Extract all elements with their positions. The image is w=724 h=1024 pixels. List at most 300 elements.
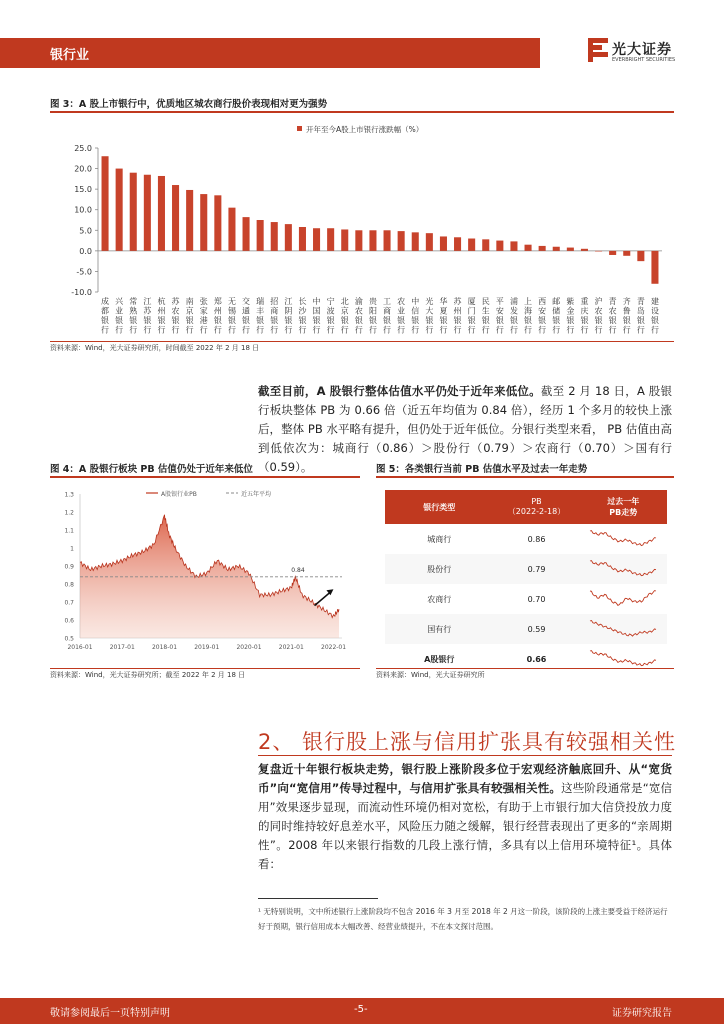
x-tick-char: 银 bbox=[354, 316, 363, 325]
x-tick-char: 银 bbox=[115, 316, 124, 325]
x-tick-char: 行 bbox=[580, 325, 589, 335]
x-tick-char: 行 bbox=[524, 325, 533, 335]
fig3-source: 资料来源：Wind，光大证券研究所，时间截至 2022 年 2 月 18 日 bbox=[50, 344, 260, 352]
x-tick-char: 金 bbox=[566, 306, 575, 316]
y-tick-label: 0.7 bbox=[64, 599, 74, 607]
x-tick-char: 招 bbox=[270, 297, 279, 306]
cell-pb: 0.59 bbox=[527, 624, 546, 634]
x-tick-char: 交 bbox=[242, 297, 251, 306]
x-tick-char: 行 bbox=[425, 325, 434, 335]
x-tick-char: 行 bbox=[256, 325, 265, 335]
x-tick-label bbox=[637, 296, 645, 335]
x-tick-char: 银 bbox=[368, 316, 377, 325]
bar bbox=[553, 247, 560, 251]
x-tick-char: 行 bbox=[101, 325, 110, 335]
x-tick-char: 民 bbox=[481, 297, 490, 306]
x-tick-label bbox=[129, 296, 138, 335]
footer-disclaimer: 敬请参阅最后一页特别声明 bbox=[50, 1008, 170, 1019]
x-tick-char: 渝 bbox=[354, 297, 363, 306]
x-tick-char: 发 bbox=[509, 306, 518, 316]
bar bbox=[200, 194, 207, 251]
bar bbox=[341, 229, 348, 250]
x-tick-char: 行 bbox=[284, 325, 293, 335]
col-header-pb-line2: （2022-2-18） bbox=[507, 507, 566, 516]
x-tick-char: 银 bbox=[636, 316, 645, 325]
x-tick-char: 安 bbox=[538, 306, 547, 316]
fig3-bar-chart bbox=[50, 114, 674, 340]
x-tick-char: 行 bbox=[312, 325, 321, 335]
col-header-trend-line1: 过去一年 bbox=[607, 497, 640, 506]
fig5-title: 图 5：各类银行当前 PB 估值水平及过去一年走势 bbox=[376, 464, 588, 475]
x-tick-char: 大 bbox=[425, 306, 434, 316]
x-tick-char: 农 bbox=[397, 297, 406, 306]
x-tick-label bbox=[454, 296, 463, 335]
x-tick-label bbox=[609, 296, 617, 335]
everbright-logo-icon bbox=[588, 38, 608, 62]
y-tick-label: 1.3 bbox=[64, 491, 74, 499]
sparkline-path bbox=[590, 591, 656, 606]
x-tick-char: 州 bbox=[453, 306, 462, 316]
footer-report-type: 证券研究报告 bbox=[612, 1008, 672, 1019]
x-tick-label bbox=[228, 297, 236, 335]
fig3-top-rule bbox=[50, 111, 674, 113]
paragraph-credit-body: 这些阶段通常是“宽信用”效果逐步显现，而流动性环境仍相对宽松，有助于上市银行加大信贷投放力度的同时维持较好息差水平，风险压力随之缓解，银行经营表现出了更多的“亲周期性”。2008 年以来银行指数的几段上涨行情，多具有以上信用环境特征¹。具体看： bbox=[258, 781, 672, 871]
x-tick-label bbox=[383, 297, 391, 335]
bar bbox=[609, 251, 616, 255]
x-tick-char: 行 bbox=[298, 325, 307, 335]
logo-text: 光大证券 bbox=[612, 42, 672, 58]
y-tick-label: 1 bbox=[70, 545, 74, 553]
x-tick-char: 宁 bbox=[326, 297, 335, 306]
x-tick-char: 银 bbox=[383, 316, 392, 325]
legend-label: 开年至今A股上市银行涨跌幅（%） bbox=[306, 125, 424, 134]
x-tick-label bbox=[200, 297, 208, 335]
x-tick-char: 行 bbox=[636, 325, 645, 335]
x-tick-char: 行 bbox=[622, 325, 631, 335]
x-tick-char: 商 bbox=[270, 306, 279, 316]
x-tick-char: 信 bbox=[411, 306, 420, 316]
y-tick-label: 1.2 bbox=[64, 509, 74, 517]
x-tick-label: 2018-01 bbox=[151, 644, 178, 651]
cell-trend bbox=[580, 584, 667, 614]
x-tick-label: 2020-01 bbox=[236, 644, 262, 651]
x-tick-char: 庆 bbox=[580, 306, 589, 316]
x-tick-char: 郑 bbox=[213, 297, 222, 306]
sparkline bbox=[588, 559, 658, 577]
x-tick-char: 银 bbox=[227, 316, 236, 325]
y-tick-label: 0.8 bbox=[64, 581, 74, 589]
x-tick-label bbox=[143, 297, 152, 335]
x-tick-char: 工 bbox=[383, 297, 392, 306]
x-tick-char: 江 bbox=[143, 297, 152, 306]
cell-trend bbox=[580, 644, 667, 674]
x-tick-char: 齐 bbox=[622, 297, 631, 306]
cell-type: 农商行 bbox=[427, 594, 452, 604]
bar bbox=[567, 248, 574, 251]
x-tick-char: 州 bbox=[157, 306, 166, 316]
x-tick-char: 苏 bbox=[453, 297, 462, 306]
x-tick-char: 光 bbox=[425, 297, 434, 306]
x-tick-label bbox=[115, 297, 124, 335]
x-tick-char: 银 bbox=[157, 316, 166, 325]
bar bbox=[172, 185, 179, 251]
x-tick-label bbox=[214, 296, 222, 335]
x-tick-label bbox=[157, 296, 165, 335]
x-tick-char: 锡 bbox=[227, 306, 236, 316]
x-tick-char: 银 bbox=[242, 316, 251, 325]
sparkline bbox=[588, 589, 658, 607]
x-tick-char: 设 bbox=[650, 306, 659, 316]
paragraph-credit bbox=[258, 760, 672, 874]
x-tick-char: 银 bbox=[185, 316, 194, 325]
x-tick-char: 银 bbox=[453, 316, 462, 325]
fig4-bottom-rule bbox=[50, 668, 360, 669]
cell-type: 股份行 bbox=[427, 564, 452, 574]
x-tick-char: 银 bbox=[524, 316, 533, 325]
bar bbox=[623, 251, 630, 256]
footnote-rule bbox=[258, 898, 378, 899]
bar bbox=[496, 241, 503, 251]
fig4-top-rule bbox=[50, 476, 360, 478]
x-tick-char: 无 bbox=[227, 297, 236, 306]
x-tick-label bbox=[411, 296, 419, 335]
bar bbox=[144, 175, 151, 251]
x-tick-char: 行 bbox=[552, 325, 561, 335]
x-tick-char: 厦 bbox=[467, 297, 476, 306]
x-tick-char: 行 bbox=[481, 325, 490, 335]
x-tick-label: 2019-01 bbox=[194, 644, 220, 651]
cell-pb: 0.86 bbox=[527, 534, 546, 544]
fig4-source: 资料来源：Wind，光大证券研究所；截至 2022 年 2 月 18 日 bbox=[50, 671, 246, 679]
x-tick-char: 长 bbox=[298, 297, 307, 306]
x-tick-char: 农 bbox=[594, 306, 603, 316]
bar bbox=[243, 217, 250, 251]
x-tick-char: 行 bbox=[650, 325, 659, 335]
x-tick-label bbox=[172, 296, 181, 335]
x-tick-char: 邮 bbox=[552, 297, 561, 306]
x-tick-char: 青 bbox=[608, 297, 617, 306]
x-tick-char: 行 bbox=[495, 325, 504, 335]
x-tick-label bbox=[270, 296, 278, 335]
x-tick-char: 门 bbox=[467, 306, 476, 316]
y-tick-label: 0.6 bbox=[64, 617, 74, 625]
legend-mean-label: 近五年平均 bbox=[241, 491, 272, 498]
bar bbox=[468, 239, 475, 251]
section-heading-rule bbox=[258, 755, 672, 756]
x-tick-char: 中 bbox=[312, 297, 321, 306]
pb-area bbox=[80, 515, 339, 638]
y-tick-label: 0.0 bbox=[79, 246, 92, 256]
sparkline bbox=[588, 649, 658, 667]
x-tick-char: 家 bbox=[199, 306, 208, 316]
cell-pb: 0.79 bbox=[527, 564, 546, 574]
x-tick-char: 通 bbox=[242, 306, 251, 316]
cell-type: 国有行 bbox=[427, 624, 452, 634]
x-tick-char: 行 bbox=[115, 325, 124, 335]
y-tick-label: 0.9 bbox=[64, 563, 74, 571]
x-tick-label: 2017-01 bbox=[109, 644, 135, 651]
bar bbox=[313, 228, 320, 251]
x-tick-label bbox=[482, 297, 490, 335]
fig5-source: 资料来源：Wind，光大证券研究所 bbox=[376, 671, 485, 679]
x-tick-char: 银 bbox=[594, 316, 603, 325]
x-tick-char: 鲁 bbox=[622, 306, 631, 316]
x-tick-char: 行 bbox=[340, 325, 349, 335]
table-row bbox=[385, 614, 667, 644]
sparkline-path bbox=[590, 561, 656, 576]
x-tick-char: 业 bbox=[115, 306, 124, 316]
x-tick-char: 苏 bbox=[171, 297, 180, 306]
x-tick-char: 行 bbox=[185, 325, 194, 335]
x-tick-char: 行 bbox=[368, 325, 377, 335]
x-tick-char: 银 bbox=[143, 316, 152, 325]
bar bbox=[158, 176, 165, 251]
x-tick-char: 北 bbox=[340, 297, 349, 306]
x-tick-char: 成 bbox=[101, 297, 110, 306]
x-tick-char: 贵 bbox=[368, 297, 377, 306]
x-tick-char: 熟 bbox=[129, 306, 138, 316]
sparkline-path bbox=[590, 531, 656, 546]
x-tick-char: 银 bbox=[340, 316, 349, 325]
x-tick-char: 银 bbox=[284, 316, 293, 325]
x-tick-label bbox=[186, 296, 194, 335]
footer-bar bbox=[0, 998, 724, 1024]
x-tick-char: 行 bbox=[608, 325, 617, 335]
x-tick-char: 杭 bbox=[157, 297, 166, 306]
fig3-title: 图 3：A 股上市银行中，优质地区城农商行股价表现相对更为强势 bbox=[50, 99, 328, 110]
x-tick-label bbox=[538, 297, 546, 335]
x-tick-char: 行 bbox=[509, 325, 518, 335]
x-tick-char: 银 bbox=[509, 316, 518, 325]
x-tick-label bbox=[595, 296, 603, 335]
x-tick-char: 阳 bbox=[368, 306, 377, 316]
table-row bbox=[385, 584, 667, 614]
trend-arrow bbox=[315, 591, 332, 605]
cell-trend bbox=[580, 614, 667, 644]
bar bbox=[539, 246, 546, 251]
section-heading: 2、 银行股上涨与信用扩张具有较强相关性 bbox=[258, 730, 677, 754]
x-tick-char: 银 bbox=[650, 316, 659, 325]
x-tick-char: 储 bbox=[552, 306, 561, 316]
bar bbox=[581, 249, 588, 251]
fig5-bottom-rule bbox=[376, 668, 674, 669]
table-row bbox=[385, 554, 667, 584]
x-tick-label bbox=[341, 296, 349, 335]
x-tick-char: 浦 bbox=[509, 297, 518, 306]
bar bbox=[369, 230, 376, 251]
sector-label: 银行业 bbox=[50, 48, 90, 63]
legend-swatch bbox=[297, 126, 302, 131]
x-tick-label bbox=[439, 296, 447, 335]
x-tick-label bbox=[468, 296, 476, 335]
cell-type: A股银行 bbox=[424, 654, 455, 664]
x-tick-char: 都 bbox=[101, 306, 110, 316]
x-tick-char: 银 bbox=[397, 316, 406, 325]
x-tick-char: 生 bbox=[481, 306, 490, 316]
x-tick-char: 华 bbox=[439, 297, 448, 306]
x-tick-label bbox=[651, 296, 659, 335]
x-tick-char: 中 bbox=[411, 297, 420, 306]
bar bbox=[228, 208, 235, 251]
x-tick-label bbox=[256, 296, 264, 335]
fig5-top-rule bbox=[376, 476, 674, 478]
x-tick-char: 行 bbox=[129, 325, 138, 335]
x-tick-char: 银 bbox=[495, 316, 504, 325]
x-tick-char: 行 bbox=[171, 325, 180, 335]
x-tick-char: 重 bbox=[580, 297, 589, 306]
x-tick-char: 银 bbox=[411, 316, 420, 325]
x-tick-char: 行 bbox=[354, 325, 363, 335]
x-tick-char: 南 bbox=[185, 297, 194, 306]
x-tick-label: 2022-01 bbox=[321, 644, 347, 651]
x-tick-char: 行 bbox=[566, 325, 575, 335]
bar bbox=[426, 233, 433, 251]
x-tick-char: 商 bbox=[383, 306, 392, 316]
x-tick-char: 行 bbox=[326, 325, 335, 335]
x-tick-char: 行 bbox=[411, 325, 420, 335]
cell-pb: 0.70 bbox=[527, 594, 546, 604]
mean-label: 0.84 bbox=[291, 566, 305, 574]
header-bar bbox=[0, 38, 540, 68]
bar bbox=[525, 245, 532, 251]
x-tick-char: 西 bbox=[538, 297, 547, 306]
cell-trend bbox=[580, 524, 667, 554]
y-tick-label: 15.0 bbox=[74, 185, 92, 195]
y-tick-label: -10.0 bbox=[71, 288, 92, 297]
x-tick-char: 行 bbox=[453, 325, 462, 335]
x-tick-char: 行 bbox=[270, 325, 279, 335]
bar bbox=[299, 227, 306, 251]
paragraph-credit-lead: 复盘近十年银行板块走势，银行股上涨阶段多位于宏观经济触底回升、从“宽货币”向“宽信用”传导过程中，与信用扩张具有较强相关性。 bbox=[258, 762, 672, 795]
y-tick-label: 5.0 bbox=[79, 226, 92, 236]
bar bbox=[482, 239, 489, 251]
x-tick-char: 农 bbox=[171, 306, 180, 316]
col-header-trend bbox=[580, 490, 667, 524]
x-tick-char: 兴 bbox=[115, 297, 124, 306]
x-tick-char: 银 bbox=[552, 316, 561, 325]
bar bbox=[257, 220, 264, 251]
pb-table bbox=[385, 490, 667, 674]
table-row bbox=[385, 524, 667, 554]
bar bbox=[510, 241, 517, 250]
x-tick-char: 银 bbox=[580, 316, 589, 325]
sparkline bbox=[588, 619, 658, 637]
x-tick-label bbox=[566, 296, 574, 335]
bar bbox=[102, 156, 109, 251]
x-tick-char: 张 bbox=[199, 297, 208, 306]
x-tick-label bbox=[101, 296, 109, 335]
x-tick-char: 行 bbox=[594, 325, 603, 335]
x-tick-char: 京 bbox=[340, 306, 349, 316]
x-tick-char: 银 bbox=[566, 316, 575, 325]
x-tick-char: 行 bbox=[213, 325, 222, 335]
col-header-type: 银行类型 bbox=[385, 490, 493, 524]
y-tick-label: 20.0 bbox=[74, 164, 92, 174]
logo-subtext: EVERBRIGHT SECURITIES bbox=[612, 57, 676, 63]
x-tick-char: 银 bbox=[481, 316, 490, 325]
x-tick-char: 州 bbox=[213, 306, 222, 316]
x-tick-char: 海 bbox=[524, 306, 533, 316]
x-tick-char: 行 bbox=[157, 325, 166, 335]
x-tick-char: 上 bbox=[524, 297, 533, 306]
bar bbox=[412, 232, 419, 251]
x-tick-label bbox=[313, 296, 321, 335]
bar bbox=[440, 236, 447, 250]
x-tick-char: 银 bbox=[467, 316, 476, 325]
brand-logo bbox=[588, 38, 688, 68]
x-tick-char: 行 bbox=[439, 325, 448, 335]
x-tick-char: 江 bbox=[284, 297, 293, 306]
x-tick-char: 行 bbox=[242, 325, 251, 335]
x-tick-char: 银 bbox=[439, 316, 448, 325]
x-tick-label bbox=[355, 296, 363, 335]
x-tick-label bbox=[298, 297, 307, 335]
bar bbox=[285, 224, 292, 251]
x-tick-char: 建 bbox=[650, 297, 659, 306]
sparkline-path bbox=[590, 651, 656, 666]
x-tick-label bbox=[397, 296, 405, 335]
x-tick-label bbox=[242, 296, 250, 335]
x-tick-char: 丰 bbox=[256, 306, 265, 316]
x-tick-char: 夏 bbox=[439, 306, 448, 316]
x-tick-char: 国 bbox=[312, 306, 321, 316]
bar bbox=[116, 169, 123, 251]
y-tick-label: -5.0 bbox=[76, 267, 92, 277]
x-tick-char: 安 bbox=[495, 306, 504, 316]
cell-trend bbox=[580, 554, 667, 584]
x-tick-char: 行 bbox=[538, 325, 547, 335]
bar bbox=[398, 231, 405, 251]
x-tick-char: 银 bbox=[129, 316, 138, 325]
bar bbox=[384, 230, 391, 251]
x-tick-char: 紫 bbox=[566, 297, 575, 306]
x-tick-char: 银 bbox=[326, 316, 335, 325]
bar bbox=[651, 251, 658, 284]
fig5-table-wrap bbox=[385, 490, 667, 674]
x-tick-label bbox=[284, 297, 292, 335]
col-header-pb-line1: PB bbox=[531, 497, 542, 506]
x-tick-label bbox=[552, 296, 560, 335]
x-tick-label bbox=[369, 296, 378, 335]
x-tick-label: 2021-01 bbox=[278, 644, 304, 651]
x-tick-char: 岛 bbox=[636, 306, 645, 316]
x-tick-char: 沙 bbox=[298, 306, 307, 316]
x-tick-char: 银 bbox=[538, 316, 547, 325]
bar bbox=[214, 195, 221, 251]
x-tick-label: 2016-01 bbox=[67, 644, 93, 651]
y-tick-label: 0.5 bbox=[64, 635, 74, 643]
x-tick-char: 银 bbox=[213, 316, 222, 325]
x-tick-label bbox=[623, 296, 631, 335]
x-tick-label bbox=[580, 296, 588, 335]
x-tick-char: 行 bbox=[383, 325, 392, 335]
x-tick-char: 银 bbox=[270, 316, 279, 325]
x-tick-char: 银 bbox=[608, 316, 617, 325]
cell-pb: 0.66 bbox=[526, 654, 547, 664]
col-header-trend-line2: PB走势 bbox=[609, 508, 638, 517]
x-tick-char: 农 bbox=[354, 306, 363, 316]
x-tick-label bbox=[327, 296, 335, 335]
x-tick-label bbox=[425, 296, 433, 335]
x-tick-char: 银 bbox=[298, 316, 307, 325]
x-tick-char: 银 bbox=[622, 316, 631, 325]
paragraph-valuation-body: 截至 2 月 18 日，A 股银行板块整体 PB 为 0.66 倍（近五年均值为 0.84 倍），经历 1 个多月的较快上涨后，整体 PB 水平略有提升，但仍处于近年低位。分银行类型来看， PB 估值由高到低依次为：城商行（0.86）＞股份行（0.79）＞农商行（0.70）＞国有行（0.59）。 bbox=[258, 384, 672, 474]
x-tick-char: 农 bbox=[608, 306, 617, 316]
bar bbox=[327, 228, 334, 251]
y-tick-label: 1.1 bbox=[64, 527, 74, 535]
y-tick-label: 25.0 bbox=[74, 144, 92, 153]
col-header-pb bbox=[493, 490, 579, 524]
